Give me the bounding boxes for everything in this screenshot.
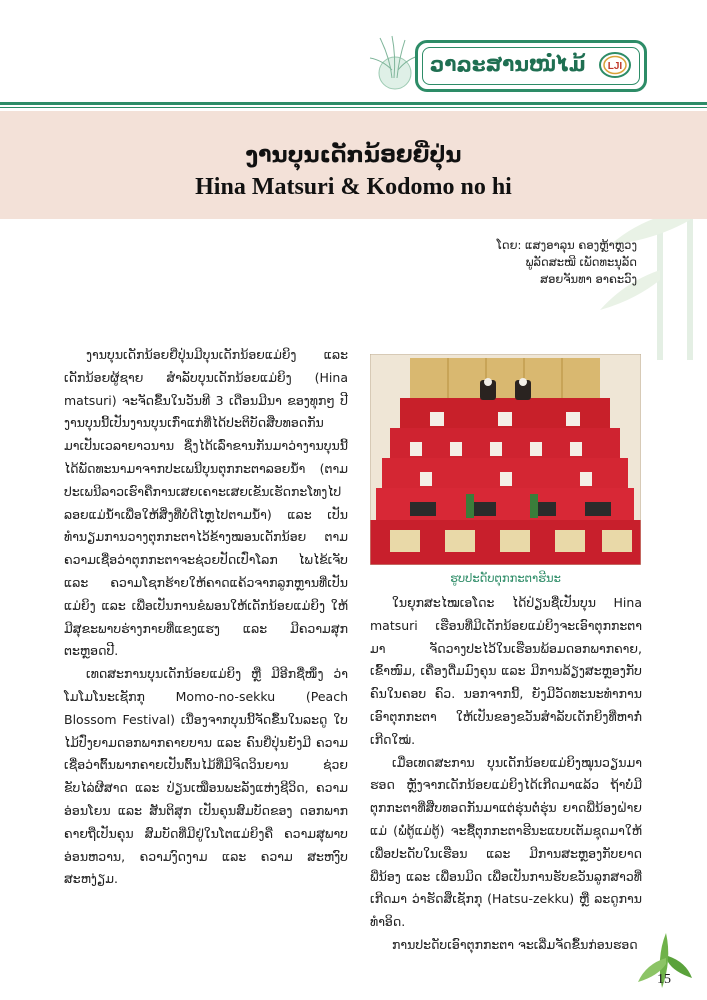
lji-logo-icon bbox=[598, 51, 632, 79]
body-paragraph: ໃນຍຸກສະໄໝເອໂດະ ໄດ້ປ່ຽນຊື່ເປັນບຸນ Hina matsuri ເຮືອນທີ່ມີເດັກນ້ອຍແມ່ຍິງຈະເອົາຕຸກກະຕາມາ ຈັດວາງປະໄວ້ໃນເຮືອນພ້ອມດອກພາກຄາຍ, ເຂົ້າໜົມ, ເຄື່ອງດື່ມມົງຄຸນ ແລະ ມີການລ້ຽງສະຫຼອງກັບຄົນໃນຄອບ ຄົວ. ນອກຈາກນີ້, ຍັງມີວັດທະນະທຳການເອົາຕຸກກະຕາ ໃຫ້ເປັນຂອງຂວັນສຳລັບເດັກຍິງທີ່ຫາກໍ່ເກີດໃໝ່. bbox=[370, 595, 642, 747]
svg-text:LJI: LJI bbox=[607, 61, 623, 72]
right-text-column bbox=[370, 592, 642, 957]
magazine-name: ວາລະສານໜໍ່ໄມ້ bbox=[430, 52, 586, 76]
magazine-badge bbox=[415, 40, 647, 92]
author-line: ສອຍຈັນທາ ອາຄະວົງ bbox=[540, 272, 637, 286]
header-rule-thick bbox=[0, 102, 707, 105]
hina-doll-display-photo bbox=[370, 354, 641, 565]
body-paragraph: ເມື່ອເທດສະການ ບຸນເດັກນ້ອຍແມ່ຍິງໝຸນວຽນມາ ຮອດ ຫຼັງຈາກເດັກນ້ອຍແມ່ຍິງໄດ້ເກີດມາແລ້ວ ຖ້າບໍ່ມີ ຕຸກກະຕາທີ່ສືບທອດກັນມາແຕ່ຮຸ່ນຕໍ່ຮຸ່ນ ຍາດພີ່ນ້ອງຝ່າຍ ແມ່ (ພໍ່ຕູ້ແມ່ຕູ້) ຈະຊື້ຕຸກກະຕາຮີນະແບບເຕັມຊຸດມາໃຫ້ ເພື່ອປະດັບໃນເຮືອນ ແລະ ມີການສະຫຼອງກັບຍາດພີ່ນ້ອງ ແລະ ເພື່ອນມິດ ເພື່ອເປັນການຮັບຂວັນລູກສາວທີ່ເກີດມາ ວ່າຮັດສຶເຊັກກຸ (Hatsu-zekku) ຫຼື ລະດູການທຳອິດ. bbox=[370, 754, 642, 930]
author-byline bbox=[497, 237, 637, 288]
body-paragraph: ງານບຸນເດັກນ້ອຍຍີ່ປຸ່ນມີບຸນເດັກນ້ອຍແມ່ຍິງ ແລະ ເດັກນ້ອຍຜູ້ຊາຍ ສຳລັບບຸນເດັກນ້ອຍແມ່ຍິງ (Hina matsuri) ຈະຈັດຂຶ້ນໃນວັນທີ 3 ເດືອນມີນາ ຂອງທຸກໆ ປີງານບຸນນີ້ເປັນງານບຸນເກົ່າແກ່ທີ່ໄດ້ປະຕິບັດສືບທອດກັນ ມາເປັນເວລາຍາວນານ ຊຶ່ງໄດ້ເລົ່າຂານກັນມາວ່າງານບຸນນີ້ ໄດ້ພັດທະນາມາຈາກປະເພນີບຸນຕຸກກະຕາລອຍນ້ຳ (ຕາມ ປະເພນີລາວເຮົາຄືການເສຍເຄາະເສຍເຂັນເຮັດກະໂທງໄປ ລອຍແມ່ນ້ຳເພື່ອໃຫ້ສິ່ງທີ່ບໍ່ດີໄຫຼໄປຕາມນ້ຳ) ແລະ ເປັນ ທຳນຽມການວາງຕຸກກະຕາໄວ້ຂ້າງໝອນເດັກນ້ອຍ ຕາມ ຄວາມເຊື່ອວ່າຕຸກກະຕາຈະຊ່ວຍປັດເປົ່າໂລກ ໄພໄຂ້ເຈັບ ແລະ ຄວາມໂຊກຮ້າຍໃຫ້ຄາດແຄ້ວຈາກລູກຫຼານທີ່ເປັນ ແມ່ຍິງ ແລະ ເພື່ອເປັນການຂໍພອນໃຫ້ເດັກນ້ອຍແມ່ຍິງ ໃຫ້ມີສຸຂະພາບຮ່າງກາຍທີ່ແຂງແຮງ ແລະ ມີຄວາມສຸກ ຕະຫຼອດປີ. bbox=[64, 347, 348, 659]
header-rule-thin bbox=[0, 107, 707, 108]
left-text-column bbox=[64, 344, 348, 891]
author-line: ໂດຍ: ແສງອາລຸນ ຄອງຫຼ້າຫຼວງ bbox=[496, 238, 637, 252]
page-number: 15 bbox=[657, 972, 671, 987]
author-line: ພູລັດສະໝີ ເພັດທະນຸລັດ bbox=[525, 255, 637, 269]
body-paragraph: ເທດສະການບຸນເດັກນ້ອຍແມ່ຍິງ ຫຼື ມີອີກຊື່ໜຶ່ງ ວ່າ ໂມໂມໂນະເຊັກກຸ Momo-no-sekku (Peach Blossom Festival) ເນື່ອງຈາກບຸນນີ້ຈັດຂຶ້ນໃນລະດູ ໃບໄມ້ປົ່ງຍາມດອກພາກຄາຍບານ ແລະ ຄົນຍີ່ປຸ່ນຍັງມີ ຄວາມເຊື່ອວ່າຕົ້ນພາກຄາຍເປັນຕົ້ນໄມ້ທີ່ມີຈິດວິນຍານ ຊ່ວຍຂັບໄລ່ຜີສາດ ແລະ ປ່ຽນເໝືອນພະລັງແຫ່ງຊີວິດ, ຄວາມອ່ອນໂຍນ ແລະ ສັນຕິສຸກ ເປັນຄຸນສົມບັດຂອງ ດອກພາກຄາຍຖືເປັນຄຸນ ສົມບັດທີ່ມີຢູ່ໃນໂຕແມ່ຍິງຄື ຄວາມສຸພາບອ່ອນຫວານ, ຄວາມງົດງາມ ແລະ ຄວາມ ສະຫງົບສະຫງ່ຽມ. bbox=[64, 666, 348, 887]
article-title-lao: ງານບຸນເດັກນ້ອຍຍີ່ປຸ່ນ bbox=[245, 143, 462, 168]
photo-caption: ຮູບປະດັບຕຸກກະຕາຮີນະ bbox=[450, 571, 561, 585]
article-title-english: Hina Matsuri & Kodomo no hi bbox=[195, 174, 512, 200]
body-paragraph: ການປະດັບເອົາຕຸກກະຕາ ຈະເລີ່ມຈັດຂຶ້ນກ່ອນຮອດ bbox=[392, 936, 638, 952]
